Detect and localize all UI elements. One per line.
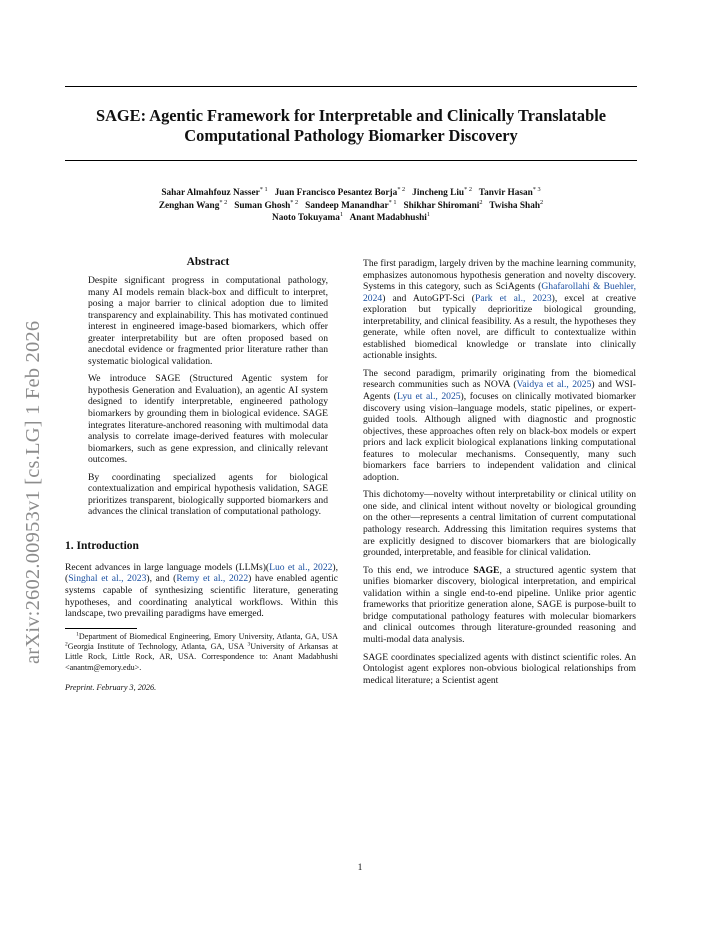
intro-paragraph-6: SAGE coordinates specialized agents with distinct scientific roles. An Ontologist agent explores non-obvious biological relationships from medical literature; a Scientist agent [363, 651, 636, 686]
author-line-2 [65, 200, 637, 213]
author-name: Naoto Tokuyama [272, 213, 340, 224]
intro-paragraph-1: Recent advances in large language models (LLMs)(Luo et al., 2022), (Singhal et al., 2023), and (Remy et al., 2022) have enabled agentic systems capable of synthesizing scientific literature, generating hypotheses, and coordinating analytical workflows. Within this landscape, two prevailing paradigms have emerged. [65, 561, 339, 620]
author-affiliation: * 1 [259, 185, 268, 193]
intro-paragraph-4: This dichotomy—novelty without interpretability or clinical utility on one side, and clinical intent without novelty or biological grounding on the other—represents a central limitation of current computational pathology research. Addressing this limitation requires systems that are explicitly designed to discover biomarkers that are biologically grounded, interpretable, and feasible for clinical validation. [363, 489, 636, 559]
citation-link[interactable]: Park et al., 2023 [475, 292, 552, 304]
intro-paragraph-5: To this end, we introduce SAGE, a structured agentic system that unifies biomarker discovery, biological interpretation, and empirical validation within a single end-to-end pipeline. Unlike prior agentic frameworks that prioritize generation alone, SAGE is purpose-built to bridge computational pathology features with molecular biomarkers and clinical outcomes through literature-grounded reasoning and multi-modal data analysis. [363, 564, 636, 645]
footnote-area [65, 628, 338, 694]
title-rule-top [65, 86, 637, 87]
author-name: Suman Ghosh [234, 200, 291, 211]
author-affiliation: * 2 [464, 185, 472, 193]
author-name: Sandeep Manandhar [305, 200, 389, 211]
title-line-1: SAGE: Agentic Framework for Interpretable and Clinically Translatable [95, 106, 607, 125]
paper-title [65, 106, 637, 146]
author-name: Anant Madabhushi [349, 213, 427, 224]
citation-link[interactable]: Lyu et al., 2025 [396, 391, 461, 403]
author-line-3 [65, 212, 637, 225]
abstract-paragraph-1: Despite significant progress in computational pathology, many AI models remain black-box and difficult to interpret, posing a major barrier to clinical adoption due to limited transparency and explainability. This has motivated continued interest in engineered image-based biomarkers, which offer greater interpretability but are often proposed based on anecdotal evidence or fragmented prior literature rather than systematic biological validation. [88, 275, 328, 367]
author-affiliation: * 2 [397, 185, 406, 193]
author-line-1 [65, 187, 637, 200]
abstract-heading: Abstract [186, 256, 230, 268]
abstract-paragraph-3: By coordinating specialized agents for biological contextualization and empirical hypothesis validation, SAGE prioritizes transparent, biologically supported biomarkers and advances the clinical translation of computational pathology. [88, 471, 328, 518]
citation-link[interactable]: Vaidya et al., 2025 [516, 379, 592, 391]
author-name: Sahar Almahfouz Nasser [161, 188, 260, 198]
citation-link[interactable]: Singhal et al., 2023 [68, 573, 147, 585]
author-affiliation: 2 [540, 198, 544, 206]
abstract-paragraph-2: We introduce SAGE (Structured Agentic system for hypothesis Generation and Evaluation), an agentic AI system designed to identify interpretable, engineered pathology biomarkers by grounding them in biological evidence. SAGE integrates literature-anchored reasoning with multimodal data analysis to correlate image-derived features with molecular biomarkers, such as gene expression, and clinically relevant outcomes. [88, 373, 328, 466]
sage-emphasis: SAGE [473, 564, 500, 576]
footnote-rule [65, 628, 137, 629]
author-name: Jincheng Liu [412, 188, 465, 198]
citation-link[interactable]: Remy et al., 2022 [176, 573, 249, 585]
author-name: Zenghan Wang [158, 200, 220, 211]
right-column [363, 258, 636, 692]
intro-paragraph-2: The first paradigm, largely driven by the machine learning community, emphasizes autonomous hypothesis generation and novelty discovery. Systems in this category, such as SciAgents (Ghafarollahi & Buehler, 2024) and AutoGPT-Sci (Park et al., 2023), excel at creative exploration but typically deprioritize biological grounding, interpretability, and clinical feasibility. As a result, the hypotheses they generate, while often novel, are difficult to contextualize within established biomedical knowledge or translate into clinically actionable insights. [363, 258, 637, 362]
author-name: Tanvir Hasan [478, 188, 533, 198]
citation-link[interactable]: Luo et al., 2022 [269, 561, 333, 573]
author-name: Shikhar Shiromani [403, 200, 480, 211]
title-rule-bottom [65, 160, 637, 161]
author-affiliation: 2 [479, 198, 483, 206]
author-list [65, 187, 637, 225]
page-number: 1 [357, 862, 363, 873]
author-affiliation: * 2 [219, 198, 228, 206]
affiliation-footnote: $^1$Department of Biomedical Engineering, Emory University, Atlanta, GA, USA $^2$Georgia Institute of Technology, Atlanta, GA, USA $^3$University of Arkansas at Little Rock, Little Rock, AR, USA. Correspondence to: Anant Madabhushi <anantm@emory.edu>. [65, 630, 338, 672]
title-line-2: Computational Pathology Biomarker Discovery [184, 126, 518, 145]
author-affiliation: * 1 [388, 198, 397, 206]
abstract-section [65, 255, 338, 518]
author-name: Juan Francisco Pesantez Borja [274, 188, 398, 198]
left-column [65, 255, 338, 694]
author-name: Twisha Shah [489, 200, 541, 211]
preprint-date: Preprint. February 3, 2026. [65, 683, 157, 693]
intro-paragraph-3: The second paradigm, primarily originating from the biomedical research communities such as NOVA (Vaidya et al., 2025) and WSI-Agents (Lyu et al., 2025), focuses on clinically motivated biomarker discovery using vision–language models, static pipelines, or expert-guided tools. Although aligned with diagnostic and prognostic objectives, these approaches often rely on black-box models or expert priors and lack explicit biological explanations linking computational features to molecular mechanisms. Consequently, many such biomarkers face barriers to independent validation and clinical adoption. [363, 367, 636, 483]
section-heading-introduction: 1. Introduction [65, 539, 139, 552]
author-affiliation: * 2 [290, 198, 299, 206]
author-affiliation: * 3 [532, 185, 541, 193]
arxiv-identifier-stamp: arXiv:2602.00953v1 [cs.LG] 1 Feb 2026 [22, 320, 44, 664]
author-affiliation: 1 [426, 211, 430, 219]
author-affiliation: 1 [339, 211, 344, 219]
citation-link[interactable]: Ghafarollahi & Buehler, 2024 [363, 281, 637, 304]
